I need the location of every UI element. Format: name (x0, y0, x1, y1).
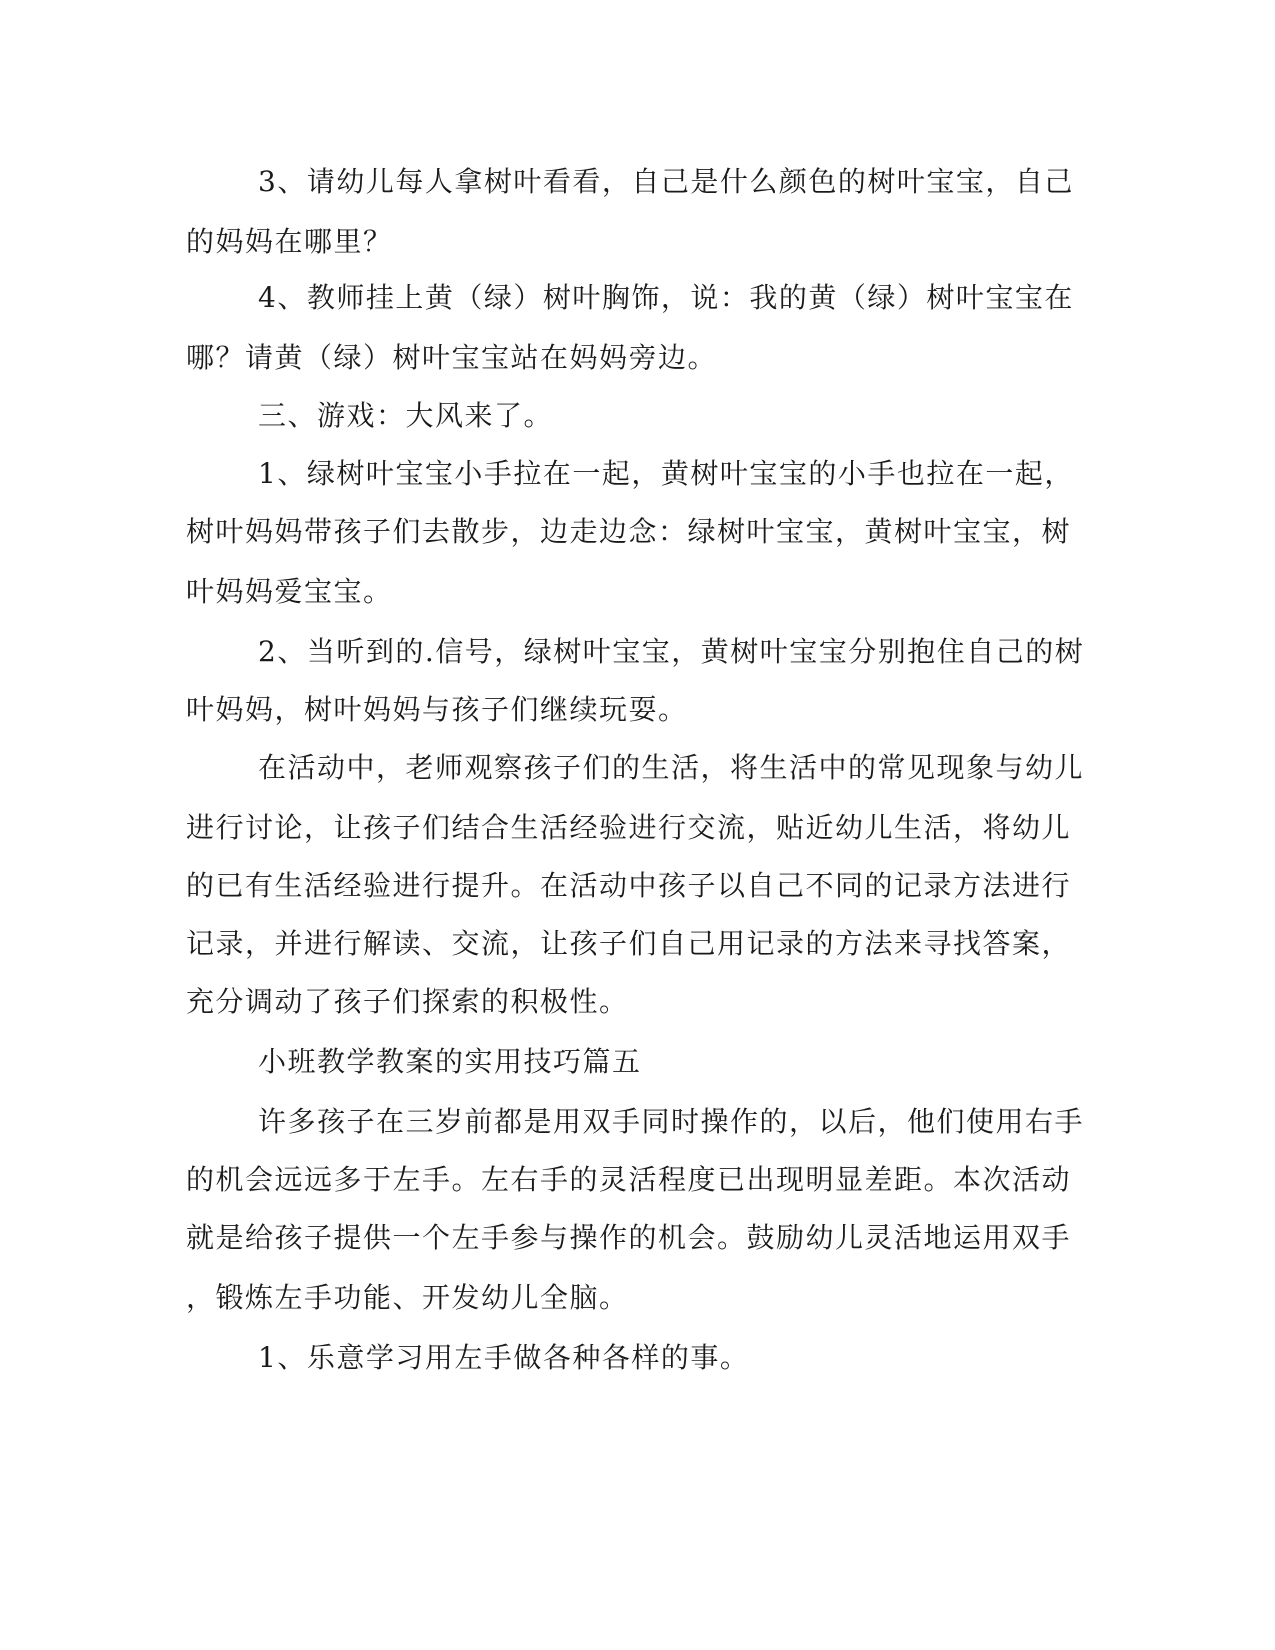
paragraph-line: ，锻炼左手功能、开发幼儿全脑。 (186, 1281, 629, 1314)
section-heading: 三、游戏：大风来了。 (258, 399, 554, 432)
paragraph-line: 的已有生活经验进行提升。在活动中孩子以自己不同的记录方法进行 (186, 869, 1072, 902)
paragraph-line: 树叶妈妈带孩子们去散步，边走边念：绿树叶宝宝，黄树叶宝宝，树 (186, 515, 1072, 548)
paragraph-line: 哪？请黄（绿）树叶宝宝站在妈妈旁边。 (186, 341, 718, 374)
paragraph-line: 1、乐意学习用左手做各种各样的事。 (258, 1341, 750, 1374)
paragraph-line: 4、教师挂上黄（绿）树叶胸饰，说：我的黄（绿）树叶宝宝在 (258, 281, 1074, 314)
paragraph-line: 进行讨论，让孩子们结合生活经验进行交流，贴近幼儿生活，将幼儿 (186, 811, 1072, 844)
paragraph-line: 记录，并进行解读、交流，让孩子们自己用记录的方法来寻找答案， (186, 927, 1072, 960)
paragraph-line: 的机会远远多于左手。左右手的灵活程度已出现明显差距。本次活动 (186, 1163, 1072, 1196)
paragraph-line: 充分调动了孩子们探索的积极性。 (186, 985, 629, 1018)
paragraph-line: 许多孩子在三岁前都是用双手同时操作的，以后，他们使用右手 (258, 1105, 1085, 1138)
paragraph-line: 的妈妈在哪里？ (186, 225, 393, 258)
paragraph-line: 1、绿树叶宝宝小手拉在一起，黄树叶宝宝的小手也拉在一起， (258, 457, 1074, 490)
paragraph-line: 就是给孩子提供一个左手参与操作的机会。鼓励幼儿灵活地运用双手 (186, 1221, 1072, 1254)
paragraph-line: 叶妈妈，树叶妈妈与孩子们继续玩耍。 (186, 693, 688, 726)
paragraph-line: 3、请幼儿每人拿树叶看看，自己是什么颜色的树叶宝宝，自己 (258, 165, 1074, 198)
paragraph-line: 在活动中，老师观察孩子们的生活，将生活中的常见现象与幼儿 (258, 751, 1085, 784)
section-heading: 小班教学教案的实用技巧篇五 (258, 1045, 642, 1078)
paragraph-line: 2、当听到的.信号，绿树叶宝宝，黄树叶宝宝分别抱住自己的树 (258, 635, 1085, 668)
paragraph-line: 叶妈妈爱宝宝。 (186, 575, 393, 608)
